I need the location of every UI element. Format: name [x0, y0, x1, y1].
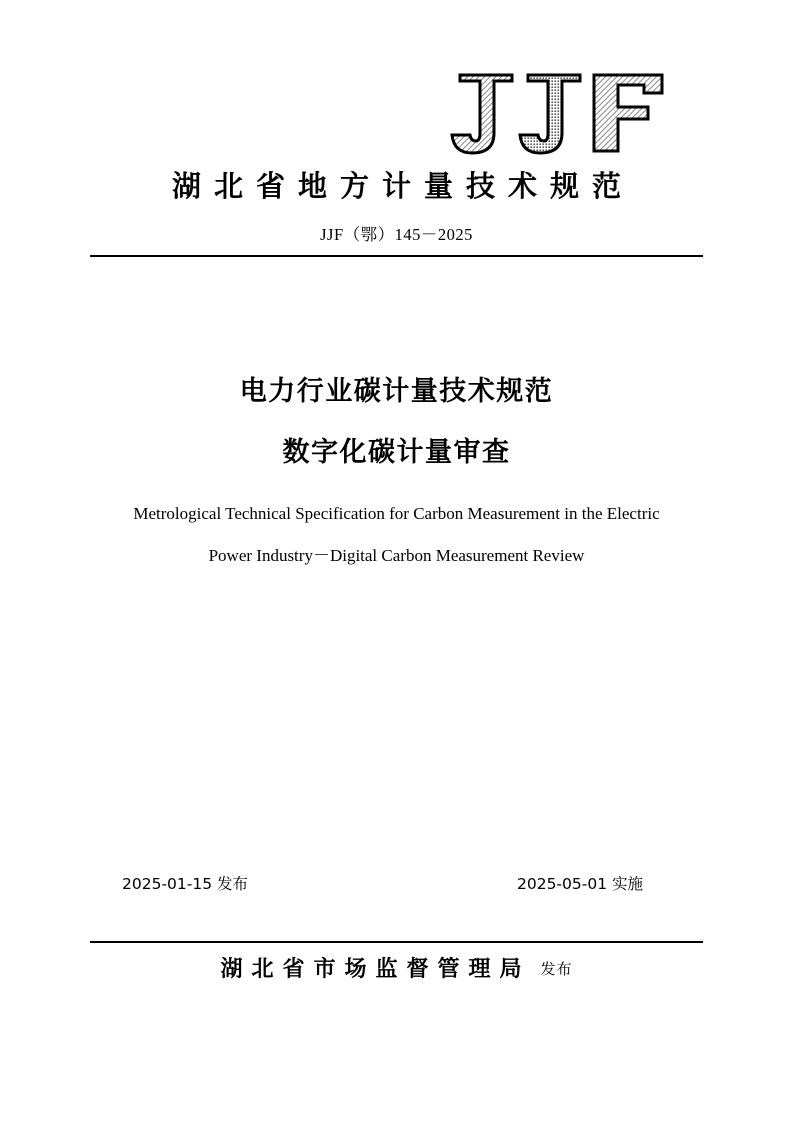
issuer-row: [90, 952, 703, 983]
series-title: 湖北省地方计量技术规范: [171, 169, 634, 203]
title-en-line1: Metrological Technical Specification for Carbon Measurement in the Electric: [133, 504, 660, 523]
issuer-organization: 湖北省市场监督管理局: [220, 957, 531, 982]
title-cn-line2: 数字化碳计量审查: [282, 437, 511, 468]
effective-date: 2025-05-01 实施: [516, 875, 643, 893]
divider-bottom: [90, 941, 703, 943]
issuer-verb: 发布: [540, 960, 573, 978]
date-row: [90, 872, 703, 894]
divider-top: [90, 255, 703, 257]
title-block: [0, 378, 793, 567]
title-en: [0, 504, 793, 567]
masthead: [90, 70, 703, 257]
jjf-logo: [90, 70, 703, 160]
title-en-line2: Power Industry－Digital Carbon Measurement Review: [208, 546, 585, 566]
jjf-logo-graphic: [450, 71, 665, 159]
title-cn-line1: 电力行业碳计量技术规范: [239, 376, 554, 407]
issue-date: 2025-01-15 发布: [122, 875, 249, 893]
standard-number: JJF（鄂）145－2025: [320, 225, 473, 244]
